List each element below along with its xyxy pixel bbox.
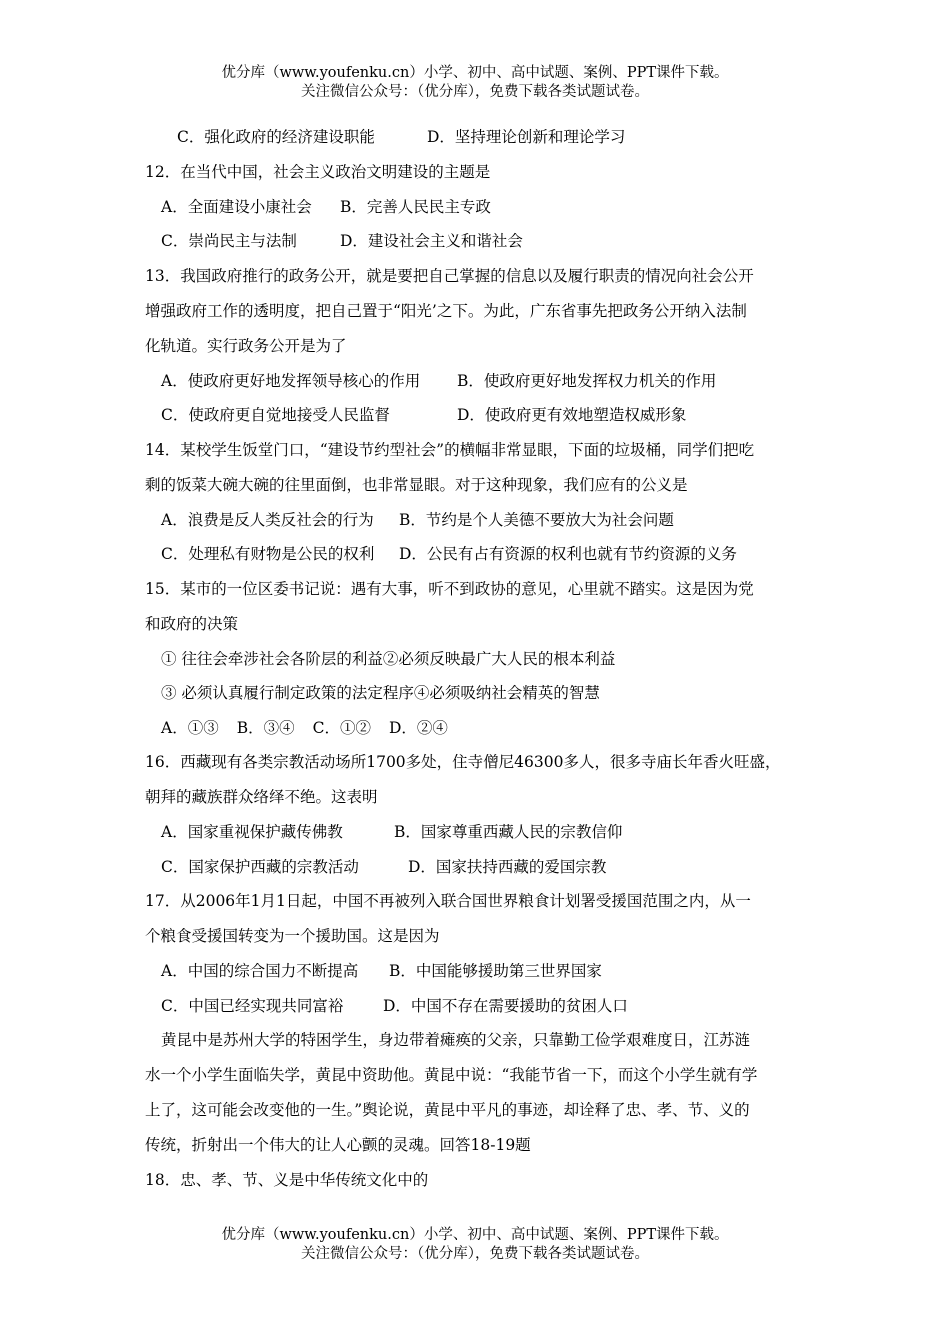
question-13-options-ab [145,364,815,399]
question-15-stem-line-2: 和政府的决策 [145,614,239,633]
q16-option-d: D．国家扶持西藏的爱国宗教 [408,857,607,876]
question-15-items-1-2: ① 往往会牵涉社会各阶层的利益②必须反映最广大人民的根本利益 [161,649,616,668]
q11-option-d: D．坚持理论创新和理论学习 [427,128,626,146]
page-header [0,64,950,102]
exam-content [145,120,815,1198]
q11-option-c: C．强化政府的经济建设职能 [177,128,375,146]
passage-line-2: 水一个小学生面临失学，黄昆中资助他。黄昆中说：“我能节省一下，而这个小学生就有学 [145,1066,758,1084]
question-12-stem: 12．在当代中国，社会主义政治文明建设的主题是 [145,162,491,181]
question-16-options-ab [145,815,815,850]
q16-option-b: B．国家尊重西藏人民的宗教信仰 [394,823,623,841]
q17-option-c: C．中国已经实现共同富裕 [161,996,344,1015]
question-11-options [145,120,815,155]
q12-option-a: A．全面建设小康社会 [161,197,312,216]
q14-option-c: C．处理私有财物是公民的权利 [161,545,375,563]
q12-option-b: B．完善人民民主专政 [340,197,491,216]
question-17-options-cd [145,989,815,1024]
q14-option-b: B．节约是个人美德不要放大为社会问题 [399,510,674,529]
q15-option-a: A．①③ [161,718,219,737]
question-15-stem-line-1: 15．某市的一位区委书记说：遇有大事，听不到政协的意见，心里就不踏实。这是因为党 [145,579,754,598]
q17-option-d: D．中国不存在需要援助的贫困人口 [383,996,628,1015]
question-14-options-cd [145,537,815,572]
question-14-stem-line-1: 14．某校学生饭堂门口，“建设节约型社会”的横幅非常显眼，下面的垃圾桶，同学们把吃 [145,440,755,459]
question-14-stem-line-2: 剩的饭菜大碗大碗的往里面倒，也非常显眼。对于这种现象，我们应有的公义是 [145,475,688,494]
question-16-options-cd [145,850,815,885]
q17-option-b: B．中国能够援助第三世界国家 [389,962,602,980]
question-13-stem-line-1: 13．我国政府推行的政务公开，就是要把自己掌握的信息以及履行职责的情况向社会公开 [145,266,754,285]
q13-option-c: C．使政府更自觉地接受人民监督 [161,406,390,424]
question-12-options-cd [145,224,815,259]
q13-option-a: A．使政府更好地发挥领导核心的作用 [161,371,421,390]
page-footer [0,1226,950,1264]
question-16-stem-line-1: 16．西藏现有各类宗教活动场所1700多处，住寺僧尼46300多人，很多寺庙长年香火旺盛， [145,753,781,771]
footer-line-1: 优分库（www.youfenku.cn）小学、初中、高中试题、案例、PPT课件下载。 [221,1227,729,1243]
q16-option-a: A．国家重视保护藏传佛教 [161,823,343,841]
q14-option-a: A．浪费是反人类反社会的行为 [161,510,374,529]
question-13-stem-line-2: 增强政府工作的透明度，把自己置于“阳光’之下。为此，广东省事先把政务公开纳入法制 [145,301,747,320]
q17-option-a: A．中国的综合国力不断提高 [161,962,359,980]
question-15-items-3-4: ③ 必须认真履行制定政策的法定程序④必须吸纳社会精英的智慧 [161,684,600,702]
question-17-stem-line-2: 个粮食受援国转变为一个援助国。这是因为 [145,927,440,945]
q16-option-c: C．国家保护西藏的宗教活动 [161,857,359,876]
q15-option-c: C．①② [312,718,371,737]
question-15-options [145,711,815,746]
q13-option-b: B．使政府更好地发挥权力机关的作用 [457,371,717,390]
q14-option-d: D．公民有占有资源的权利也就有节约资源的义务 [399,545,737,563]
question-13-options-cd [145,398,815,433]
passage-line-3: 上了，这可能会改变他的一生。”舆论说，黄昆中平凡的事迹，却诠释了忠、孝、节、义的 [145,1101,750,1119]
footer-line-2: 关注微信公众号：（优分库），免费下载各类试题试卷。 [301,1246,649,1262]
passage-line-4: 传统，折射出一个伟大的让人心颤的灵魂。回答18-19题 [145,1136,531,1154]
q13-option-d: D．使政府更有效地塑造权威形象 [457,406,687,424]
header-line-1: 优分库（www.youfenku.cn）小学、初中、高中试题、案例、PPT课件下载。 [221,65,729,81]
question-14-options-ab [145,503,815,538]
question-17-options-ab [145,954,815,989]
q12-option-c: C．崇尚民主与法制 [161,232,297,250]
q15-option-d: D．②④ [388,718,448,737]
question-17-stem-line-1: 17．从2006年1月1日起，中国不再被列入联合国世界粮食计划署受援国范围之内，从一 [145,892,751,910]
question-13-stem-line-3: 化轨道。实行政务公开是为了 [145,336,347,355]
question-18-stem: 18．忠、孝、节、义是中华传统文化中的 [145,1171,429,1189]
header-line-2: 关注微信公众号：（优分库），免费下载各类试题试卷。 [301,84,649,100]
q15-option-b: B．③④ [236,718,295,737]
q12-option-d: D．建设社会主义和谐社会 [340,232,523,250]
question-12-options-ab [145,190,815,225]
question-16-stem-line-2: 朝拜的藏族群众络绎不绝。这表明 [145,788,378,806]
passage-line-1: 黄昆中是苏州大学的特困学生，身边带着瘫痪的父亲，只靠勤工俭学艰难度日，江苏涟 [161,1031,751,1049]
